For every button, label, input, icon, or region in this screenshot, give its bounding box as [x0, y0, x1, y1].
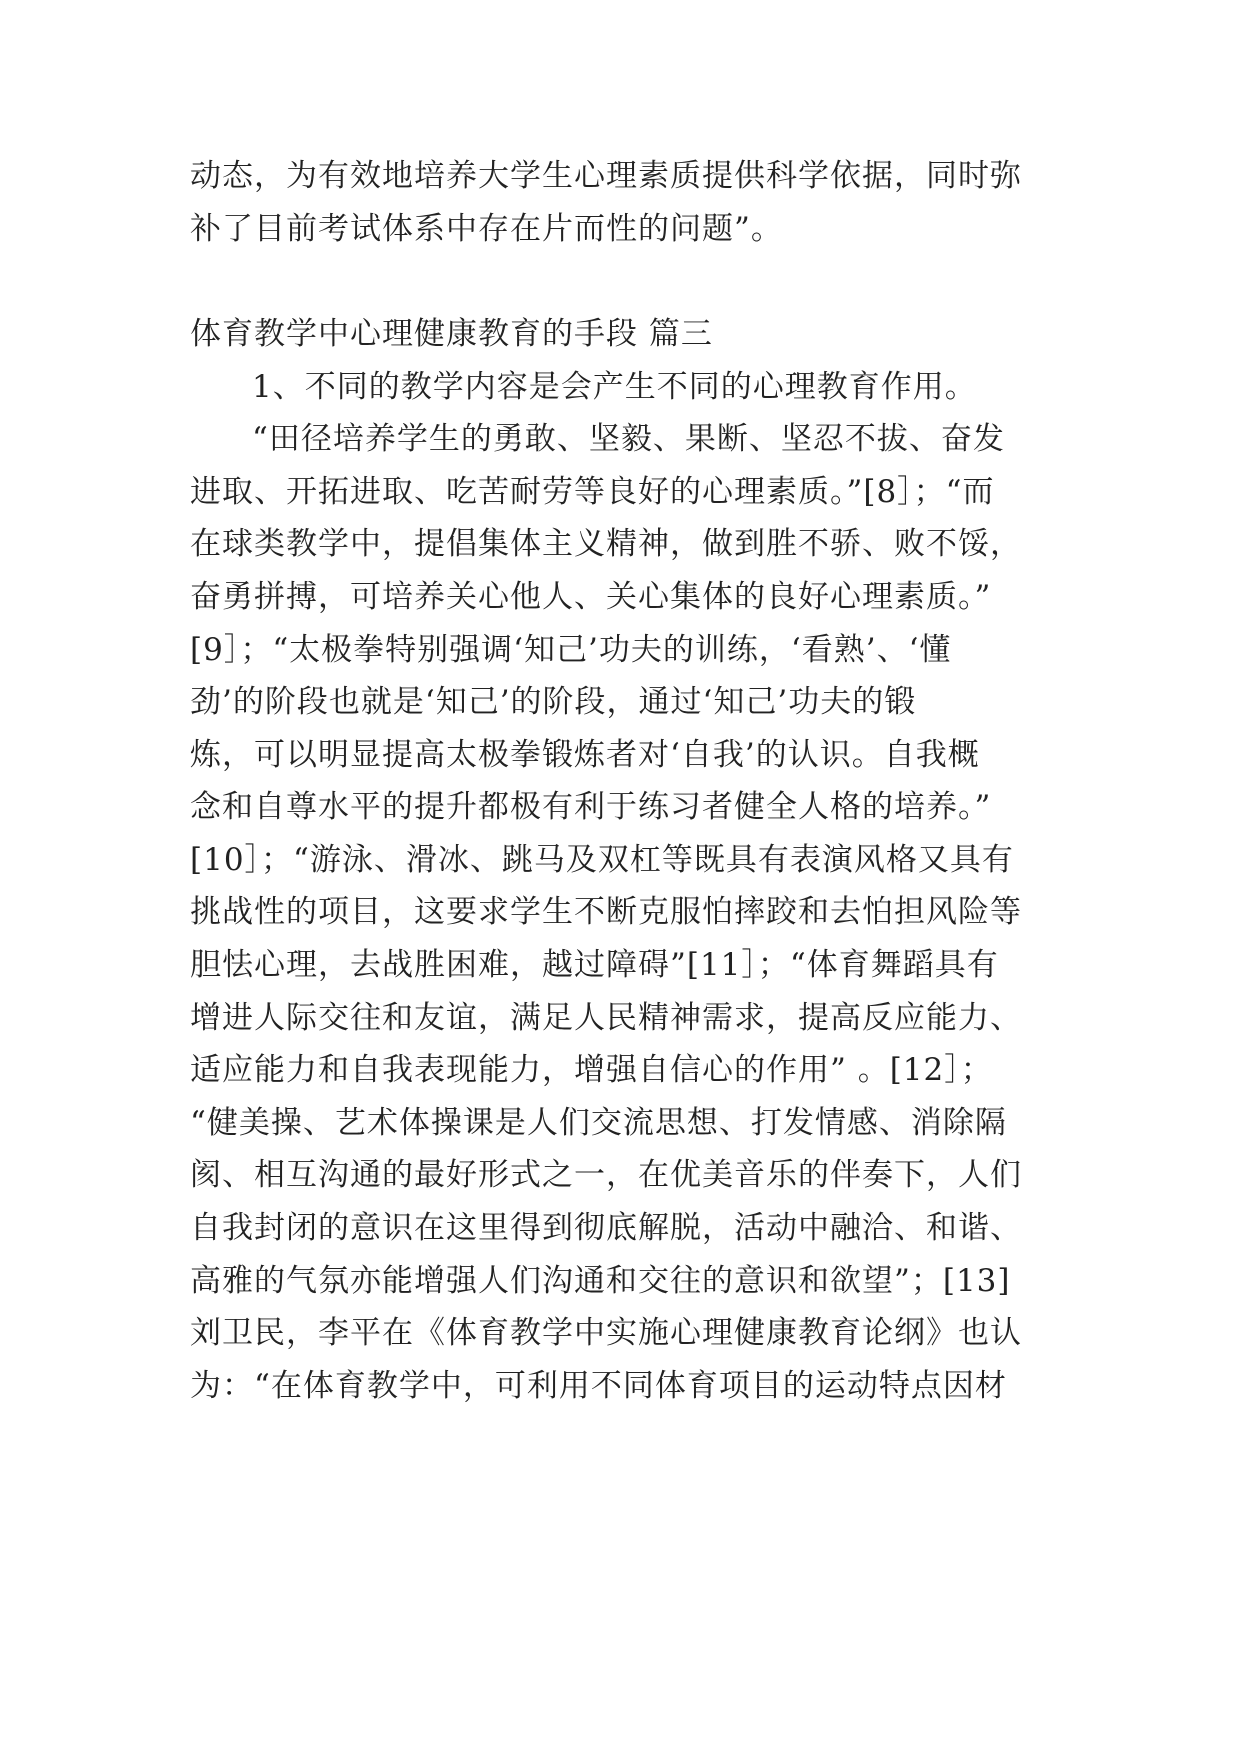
paragraph-line: 进取、开拓进取、吃苦耐劳等良好的心理素质。”[8］；“而 — [190, 474, 995, 510]
paragraph-line: 增进人际交往和友谊，满足人民精神需求，提高反应能力、 — [190, 1000, 1022, 1036]
section-heading: 体育教学中心理健康教育的手段 篇三 — [190, 316, 713, 352]
paragraph-line: 适应能力和自我表现能力，增强自信心的作用” 。[12］； — [190, 1052, 993, 1088]
paragraph-line: [10］；“游泳、滑冰、跳马及双杠等既具有表演风格又具有 — [190, 842, 1014, 878]
paragraph-line: 阂、相互沟通的最好形式之一，在优美音乐的伴奏下，人们 — [190, 1157, 1022, 1193]
paragraph-line: 自我封闭的意识在这里得到彻底解脱，活动中融洽、和谐、 — [190, 1210, 1022, 1246]
paragraph-line: [9］；“太极拳特别强调‘知己’功夫的训练，‘看熟’、‘懂 — [190, 632, 952, 668]
paragraph-line: 劲’的阶段也就是‘知己’的阶段，通过‘知己’功夫的锻 — [190, 684, 917, 720]
paragraph-line: 在球类教学中，提倡集体主义精神，做到胜不骄、败不馁， — [190, 526, 1022, 562]
paragraph-line: 挑战性的项目，这要求学生不断克服怕摔跤和去怕担风险等 — [190, 894, 1022, 930]
paragraph-line: 刘卫民，李平在《体育教学中实施心理健康教育论纲》也认 — [190, 1315, 1022, 1351]
paragraph-line: 胆怯心理，去战胜困难，越过障碍”[11］；“体育舞蹈具有 — [190, 947, 999, 983]
paragraph-line: 炼，可以明显提高太极拳锻炼者对‘自我’的认识。自我概 — [190, 737, 980, 773]
paragraph-line: 念和自尊水平的提升都极有利于练习者健全人格的培养。” — [190, 789, 992, 825]
paragraph-line: 高雅的气氛亦能增强人们沟通和交往的意识和欲望”；[13] — [190, 1263, 1011, 1299]
paragraph-line: 动态，为有效地培养大学生心理素质提供科学依据，同时弥 — [190, 158, 1022, 194]
paragraph-line: 1、不同的教学内容是会产生不同的心理教育作用。 — [252, 369, 977, 405]
paragraph-line: 奋勇拼搏，可培养关心他人、关心集体的良好心理素质。” — [190, 579, 992, 615]
paragraph-line: 补了目前考试体系中存在片而性的问题”。 — [190, 211, 783, 247]
paragraph-line: “健美操、艺术体操课是人们交流思想、打发情感、消除隔 — [190, 1105, 1007, 1141]
paragraph-line: 为：“在体育教学中，可利用不同体育项目的运动特点因材 — [190, 1368, 1007, 1404]
paragraph-line: “田径培养学生的勇敢、坚毅、果断、坚忍不拔、奋发 — [252, 421, 1005, 457]
